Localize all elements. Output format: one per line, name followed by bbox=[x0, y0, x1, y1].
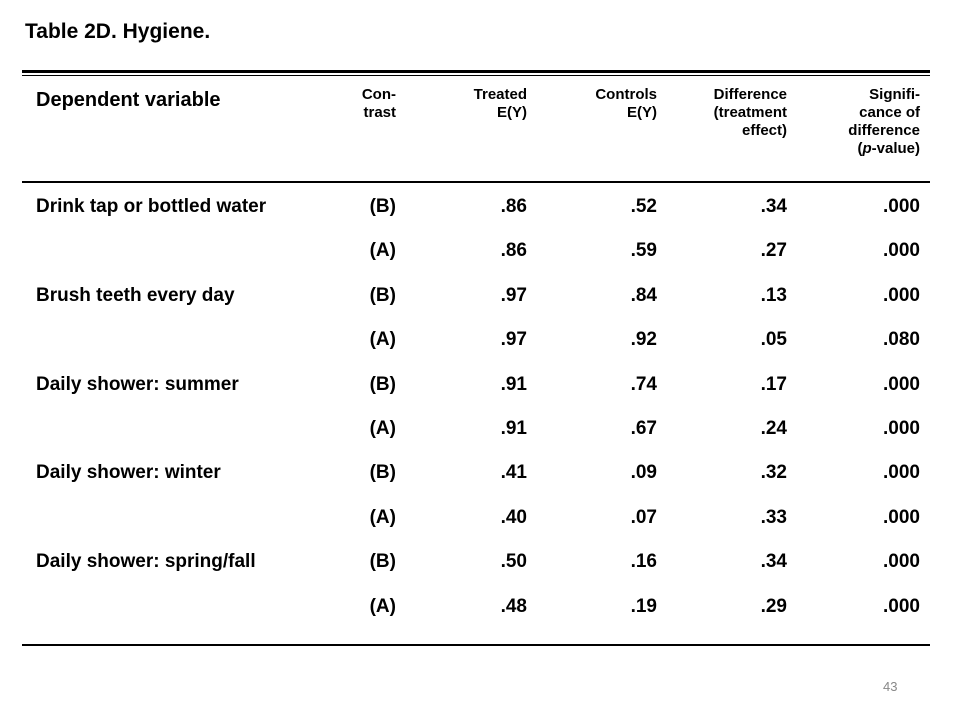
cell-controls: .52 bbox=[630, 196, 657, 217]
cell-difference: .29 bbox=[760, 595, 787, 617]
cell-p-value: .000 bbox=[883, 462, 920, 484]
cell-p-value: .000 bbox=[883, 417, 920, 439]
cell-variable: Daily shower: spring/fall bbox=[36, 551, 256, 573]
cell-treated: .86 bbox=[500, 240, 527, 262]
cell-controls: .84 bbox=[630, 284, 657, 306]
cell-controls: .09 bbox=[630, 462, 657, 484]
table-row bbox=[22, 194, 930, 238]
cell-contrast: (A) bbox=[369, 240, 396, 262]
cell-controls: .59 bbox=[630, 240, 657, 262]
cell-difference: .34 bbox=[760, 551, 787, 573]
header-dependent-variable: Dependent variable bbox=[36, 89, 221, 111]
cell-controls: .16 bbox=[630, 551, 657, 573]
cell-difference: .17 bbox=[760, 373, 787, 395]
cell-p-value: .000 bbox=[883, 551, 920, 573]
table-body bbox=[22, 183, 930, 644]
table-row bbox=[22, 327, 930, 371]
cell-p-value: .000 bbox=[883, 506, 920, 528]
cell-contrast: (B) bbox=[369, 196, 396, 217]
cell-contrast: (B) bbox=[369, 373, 396, 395]
cell-contrast: (B) bbox=[369, 551, 396, 573]
cell-treated: .91 bbox=[500, 417, 527, 439]
cell-difference: .33 bbox=[760, 506, 787, 528]
cell-treated: .86 bbox=[500, 196, 527, 217]
cell-variable: Daily shower: winter bbox=[36, 462, 221, 484]
cell-treated: .97 bbox=[500, 284, 527, 306]
header-significance bbox=[812, 86, 920, 158]
table-row bbox=[22, 416, 930, 460]
header-controls-line: E(Y) bbox=[627, 104, 657, 121]
cell-difference: .13 bbox=[760, 284, 787, 306]
cell-controls: .92 bbox=[630, 329, 657, 351]
table-title: Table 2D. Hygiene. bbox=[25, 20, 211, 43]
cell-p-value: .080 bbox=[883, 329, 920, 351]
table-row bbox=[22, 238, 930, 282]
cell-controls: .74 bbox=[630, 373, 657, 395]
header-significance-line: difference bbox=[848, 122, 920, 139]
cell-p-value: .000 bbox=[883, 284, 920, 306]
header-contrast-line: trast bbox=[363, 104, 396, 121]
hygiene-table bbox=[22, 70, 930, 646]
table-row bbox=[22, 372, 930, 416]
table-row bbox=[22, 460, 930, 504]
header-significance-line: (p-value) bbox=[857, 140, 920, 157]
page-number: 43 bbox=[883, 679, 898, 694]
cell-controls: .07 bbox=[630, 506, 657, 528]
header-controls-line: Controls bbox=[595, 86, 657, 103]
table-row bbox=[22, 505, 930, 549]
table-header bbox=[22, 76, 930, 181]
cell-contrast: (A) bbox=[369, 417, 396, 439]
header-controls bbox=[562, 86, 657, 122]
header-significance-line: Signifi- bbox=[869, 86, 920, 103]
cell-controls: .19 bbox=[630, 595, 657, 617]
cell-difference: .24 bbox=[760, 417, 787, 439]
cell-treated: .40 bbox=[500, 506, 527, 528]
table-row bbox=[22, 594, 930, 638]
cell-difference: .27 bbox=[760, 240, 787, 262]
cell-treated: .91 bbox=[500, 373, 527, 395]
header-treated-line: E(Y) bbox=[497, 104, 527, 121]
cell-contrast: (A) bbox=[369, 506, 396, 528]
header-significance-line: cance of bbox=[859, 104, 920, 121]
cell-treated: .48 bbox=[500, 595, 527, 617]
cell-p-value: .000 bbox=[883, 373, 920, 395]
header-treated bbox=[442, 86, 527, 122]
header-difference-line: (treatment bbox=[713, 104, 787, 121]
header-difference-line: Difference bbox=[713, 86, 787, 103]
table-row bbox=[22, 283, 930, 327]
cell-p-value: .000 bbox=[883, 196, 920, 217]
cell-treated: .97 bbox=[500, 329, 527, 351]
cell-difference: .34 bbox=[760, 196, 787, 217]
table-row bbox=[22, 549, 930, 593]
cell-p-value: .000 bbox=[883, 595, 920, 617]
header-contrast-line: Con- bbox=[361, 86, 396, 103]
cell-variable: Brush teeth every day bbox=[36, 284, 235, 306]
cell-treated: .50 bbox=[500, 551, 527, 573]
cell-difference: .05 bbox=[760, 329, 787, 351]
cell-p-value: .000 bbox=[883, 240, 920, 262]
table-bottom-rule bbox=[22, 644, 930, 646]
cell-variable: Daily shower: summer bbox=[36, 373, 239, 395]
cell-contrast: (A) bbox=[369, 595, 396, 617]
cell-contrast: (B) bbox=[369, 284, 396, 306]
header-contrast bbox=[340, 86, 396, 122]
cell-controls: .67 bbox=[630, 417, 657, 439]
cell-contrast: (A) bbox=[369, 329, 396, 351]
cell-treated: .41 bbox=[500, 462, 527, 484]
cell-variable: Drink tap or bottled water bbox=[36, 196, 267, 217]
header-difference-line: effect) bbox=[741, 122, 787, 139]
header-difference bbox=[682, 86, 787, 140]
cell-contrast: (B) bbox=[369, 462, 396, 484]
cell-difference: .32 bbox=[760, 462, 787, 484]
header-treated-line: Treated bbox=[473, 86, 527, 103]
